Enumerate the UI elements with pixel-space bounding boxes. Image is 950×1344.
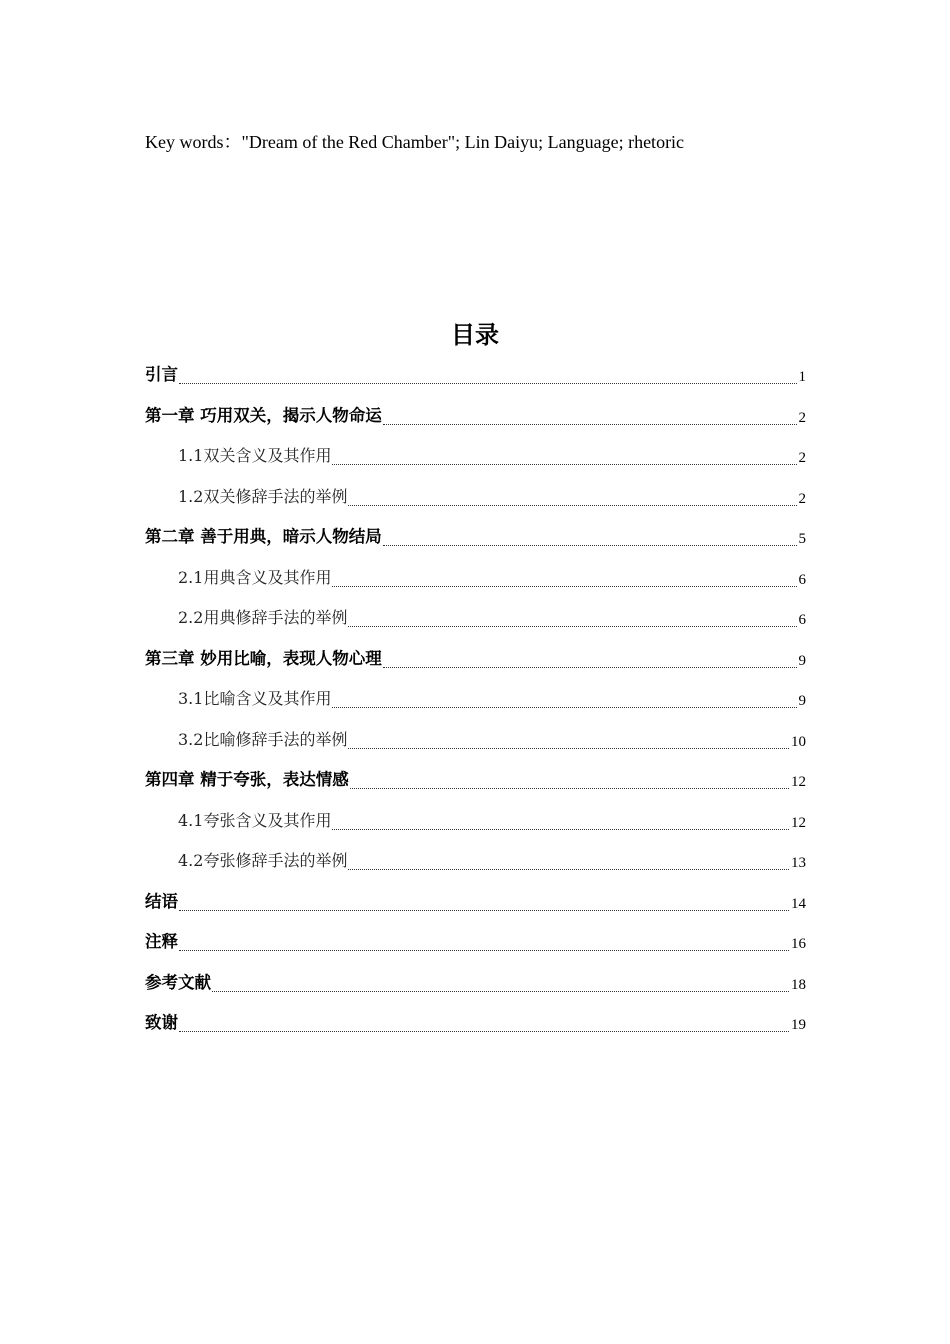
toc-entry-label: 致谢 xyxy=(145,1013,178,1032)
toc-chapter-entry[interactable] xyxy=(145,890,806,931)
toc-chapter-entry[interactable] xyxy=(145,404,806,445)
keywords-separator: ： xyxy=(223,132,242,152)
toc-section-entry[interactable] xyxy=(145,687,806,728)
toc-page-number: 13 xyxy=(791,855,806,871)
toc-entry-label: 结语 xyxy=(145,891,178,911)
toc-dot-leader xyxy=(348,625,796,627)
toc-page-number: 2 xyxy=(798,450,806,466)
toc-dot-leader xyxy=(179,382,797,384)
toc-dot-leader xyxy=(383,544,797,546)
toc-section-entry[interactable] xyxy=(145,485,806,526)
toc-chapter-entry[interactable] xyxy=(145,363,806,404)
toc-page-number: 12 xyxy=(791,814,806,831)
toc-section-entry[interactable] xyxy=(145,566,806,607)
toc-page-number: 9 xyxy=(798,652,806,669)
toc-page-number: 1 xyxy=(798,369,806,385)
toc-page-number: 12 xyxy=(791,774,806,790)
toc-section-entry[interactable] xyxy=(145,606,806,647)
toc-entry-label: 1.2双关修辞手法的举例 xyxy=(178,486,348,506)
toc-entry-label: 4.1夸张含义及其作用 xyxy=(178,810,332,830)
toc-entry-label: 1.1双关含义及其作用 xyxy=(178,446,332,465)
toc-chapter-entry[interactable] xyxy=(145,525,806,566)
toc-entry-label: 2.2用典修辞手法的举例 xyxy=(178,608,348,627)
toc-entry-label: 引言 xyxy=(145,365,178,384)
toc-dot-leader xyxy=(332,706,796,708)
toc-page-number: 2 xyxy=(798,409,806,426)
toc-section-entry[interactable] xyxy=(145,849,806,890)
toc-entry-label: 第一章 巧用双关，揭示人物命运 xyxy=(145,405,382,425)
toc-entry-label: 2.1用典含义及其作用 xyxy=(178,567,332,587)
toc-entry-label: 第三章 妙用比喻，表现人物心理 xyxy=(145,648,382,668)
toc-page-number: 2 xyxy=(798,490,806,507)
toc-page-number: 19 xyxy=(791,1017,806,1033)
toc-dot-leader xyxy=(332,828,789,830)
toc-section-entry[interactable] xyxy=(145,728,806,769)
toc-dot-leader xyxy=(179,1030,789,1032)
toc-page-number: 16 xyxy=(791,936,806,952)
toc-page-number: 10 xyxy=(791,733,806,750)
toc-page-number: 9 xyxy=(798,693,806,709)
keywords-line xyxy=(145,128,684,154)
toc-chapter-entry[interactable] xyxy=(145,971,806,1012)
toc-entry-label: 第四章 精于夸张，表达情感 xyxy=(145,770,349,789)
toc-page-number: 14 xyxy=(791,895,806,912)
toc-entry-label: 第二章 善于用典，暗示人物结局 xyxy=(145,527,382,546)
toc-dot-leader xyxy=(179,949,789,951)
toc-dot-leader xyxy=(383,666,797,668)
toc-section-entry[interactable] xyxy=(145,444,806,485)
toc-page-number: 18 xyxy=(791,976,806,993)
toc-dot-leader xyxy=(332,463,796,465)
toc-page-number: 6 xyxy=(798,612,806,628)
toc-chapter-entry[interactable] xyxy=(145,930,806,971)
toc-page-number: 5 xyxy=(798,531,806,547)
table-of-contents xyxy=(145,363,806,1052)
toc-title: 目录 xyxy=(451,321,499,349)
keywords-text: "Dream of the Red Chamber"; Lin Daiyu; Language; rhetoric xyxy=(241,132,685,152)
toc-section-entry[interactable] xyxy=(145,809,806,850)
toc-entry-label: 3.1比喻含义及其作用 xyxy=(178,689,332,708)
toc-dot-leader xyxy=(350,787,789,789)
toc-chapter-entry[interactable] xyxy=(145,1011,806,1052)
toc-chapter-entry[interactable] xyxy=(145,647,806,688)
toc-dot-leader xyxy=(212,990,789,992)
toc-dot-leader xyxy=(348,868,789,870)
toc-entry-label: 注释 xyxy=(145,932,178,951)
toc-entry-label: 4.2夸张修辞手法的举例 xyxy=(178,851,348,870)
toc-dot-leader xyxy=(348,504,796,506)
toc-entry-label: 参考文献 xyxy=(145,972,211,992)
toc-page-number: 6 xyxy=(798,571,806,588)
toc-chapter-entry[interactable] xyxy=(145,768,806,809)
toc-dot-leader xyxy=(348,747,789,749)
toc-entry-label: 3.2比喻修辞手法的举例 xyxy=(178,729,348,749)
keywords-label: Key words xyxy=(145,132,224,152)
toc-dot-leader xyxy=(332,585,796,587)
toc-dot-leader xyxy=(179,909,789,911)
toc-dot-leader xyxy=(383,423,797,425)
